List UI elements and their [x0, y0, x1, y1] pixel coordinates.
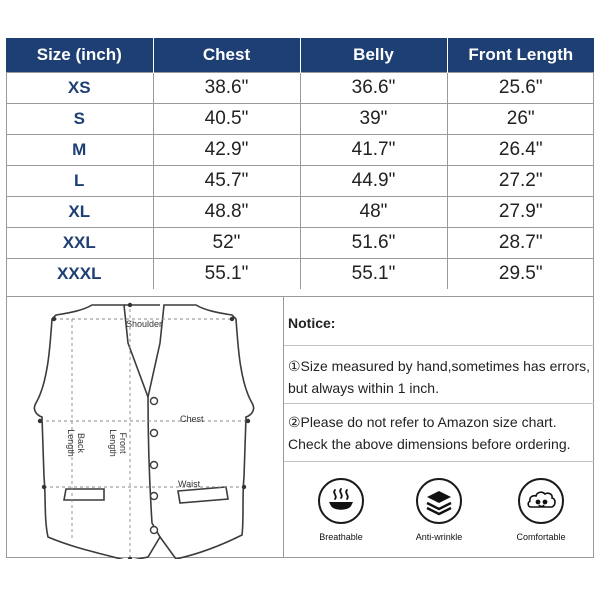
chest-cell: 52": [153, 228, 300, 259]
notice-note-1: ①Size measured by hand,sometimes has errors, but always within 1 inch.: [288, 358, 591, 396]
size-cell: XL: [6, 197, 153, 228]
shoulder-label: Shoulder: [126, 319, 163, 329]
vest-diagram: [6, 297, 284, 559]
size-table: [6, 38, 594, 289]
belly-cell: 48": [300, 197, 447, 228]
front-length-cell: 27.2": [447, 166, 594, 197]
header-chest: Chest: [153, 38, 300, 73]
notice-divider: [284, 345, 594, 346]
size-cell: XS: [6, 73, 153, 104]
size-cell: XXL: [6, 228, 153, 259]
front-length-label: Front Length: [108, 429, 128, 457]
table-row: [6, 73, 594, 104]
header-front-length: Front Length: [447, 38, 594, 73]
front-length-cell: 26": [447, 104, 594, 135]
notice-divider: [284, 403, 594, 404]
front-length-cell: 27.9": [447, 197, 594, 228]
back-length-label: Back Length: [66, 429, 86, 457]
table-row: [6, 166, 594, 197]
table-row: [6, 228, 594, 259]
feature-anti-wrinkle: [394, 478, 484, 542]
breathable-icon: [318, 478, 364, 524]
size-cell: L: [6, 166, 153, 197]
header-belly: Belly: [300, 38, 447, 73]
table-row: [6, 197, 594, 228]
vest-diagram-panel: [6, 296, 284, 558]
chest-cell: 45.7": [153, 166, 300, 197]
belly-cell: 51.6": [300, 228, 447, 259]
comfortable-icon: [518, 478, 564, 524]
front-length-cell: 28.7": [447, 228, 594, 259]
size-cell: S: [6, 104, 153, 135]
belly-cell: 36.6": [300, 73, 447, 104]
chest-cell: 42.9": [153, 135, 300, 166]
anti-wrinkle-icon: [416, 478, 462, 524]
notice-note-2: ②Please do not refer to Amazon size chart. Check the above dimensions before ordering.: [288, 414, 571, 452]
belly-cell: 44.9": [300, 166, 447, 197]
chest-label: Chest: [180, 414, 204, 424]
feature-breathable: [296, 478, 386, 542]
table-row: [6, 135, 594, 166]
feature-label: Anti-wrinkle: [415, 532, 463, 542]
front-length-cell: 26.4": [447, 135, 594, 166]
size-cell: XXXL: [6, 259, 153, 290]
belly-cell: 39": [300, 104, 447, 135]
size-cell: M: [6, 135, 153, 166]
table-row: [6, 104, 594, 135]
notice-divider: [284, 461, 594, 462]
chest-cell: 48.8": [153, 197, 300, 228]
chest-cell: 40.5": [153, 104, 300, 135]
notice-title: Notice:: [288, 315, 336, 331]
feature-comfortable: [496, 478, 586, 542]
feature-label: Comfortable: [516, 532, 566, 542]
waist-label: Waist: [178, 479, 201, 489]
front-length-cell: 25.6": [447, 73, 594, 104]
table-row: [6, 259, 594, 290]
chest-cell: 38.6": [153, 73, 300, 104]
belly-cell: 55.1": [300, 259, 447, 290]
chest-cell: 55.1": [153, 259, 300, 290]
header-size: Size (inch): [6, 38, 153, 73]
front-length-cell: 29.5": [447, 259, 594, 290]
feature-label: Breathable: [319, 532, 363, 542]
belly-cell: 41.7": [300, 135, 447, 166]
table-header-row: [6, 38, 594, 73]
